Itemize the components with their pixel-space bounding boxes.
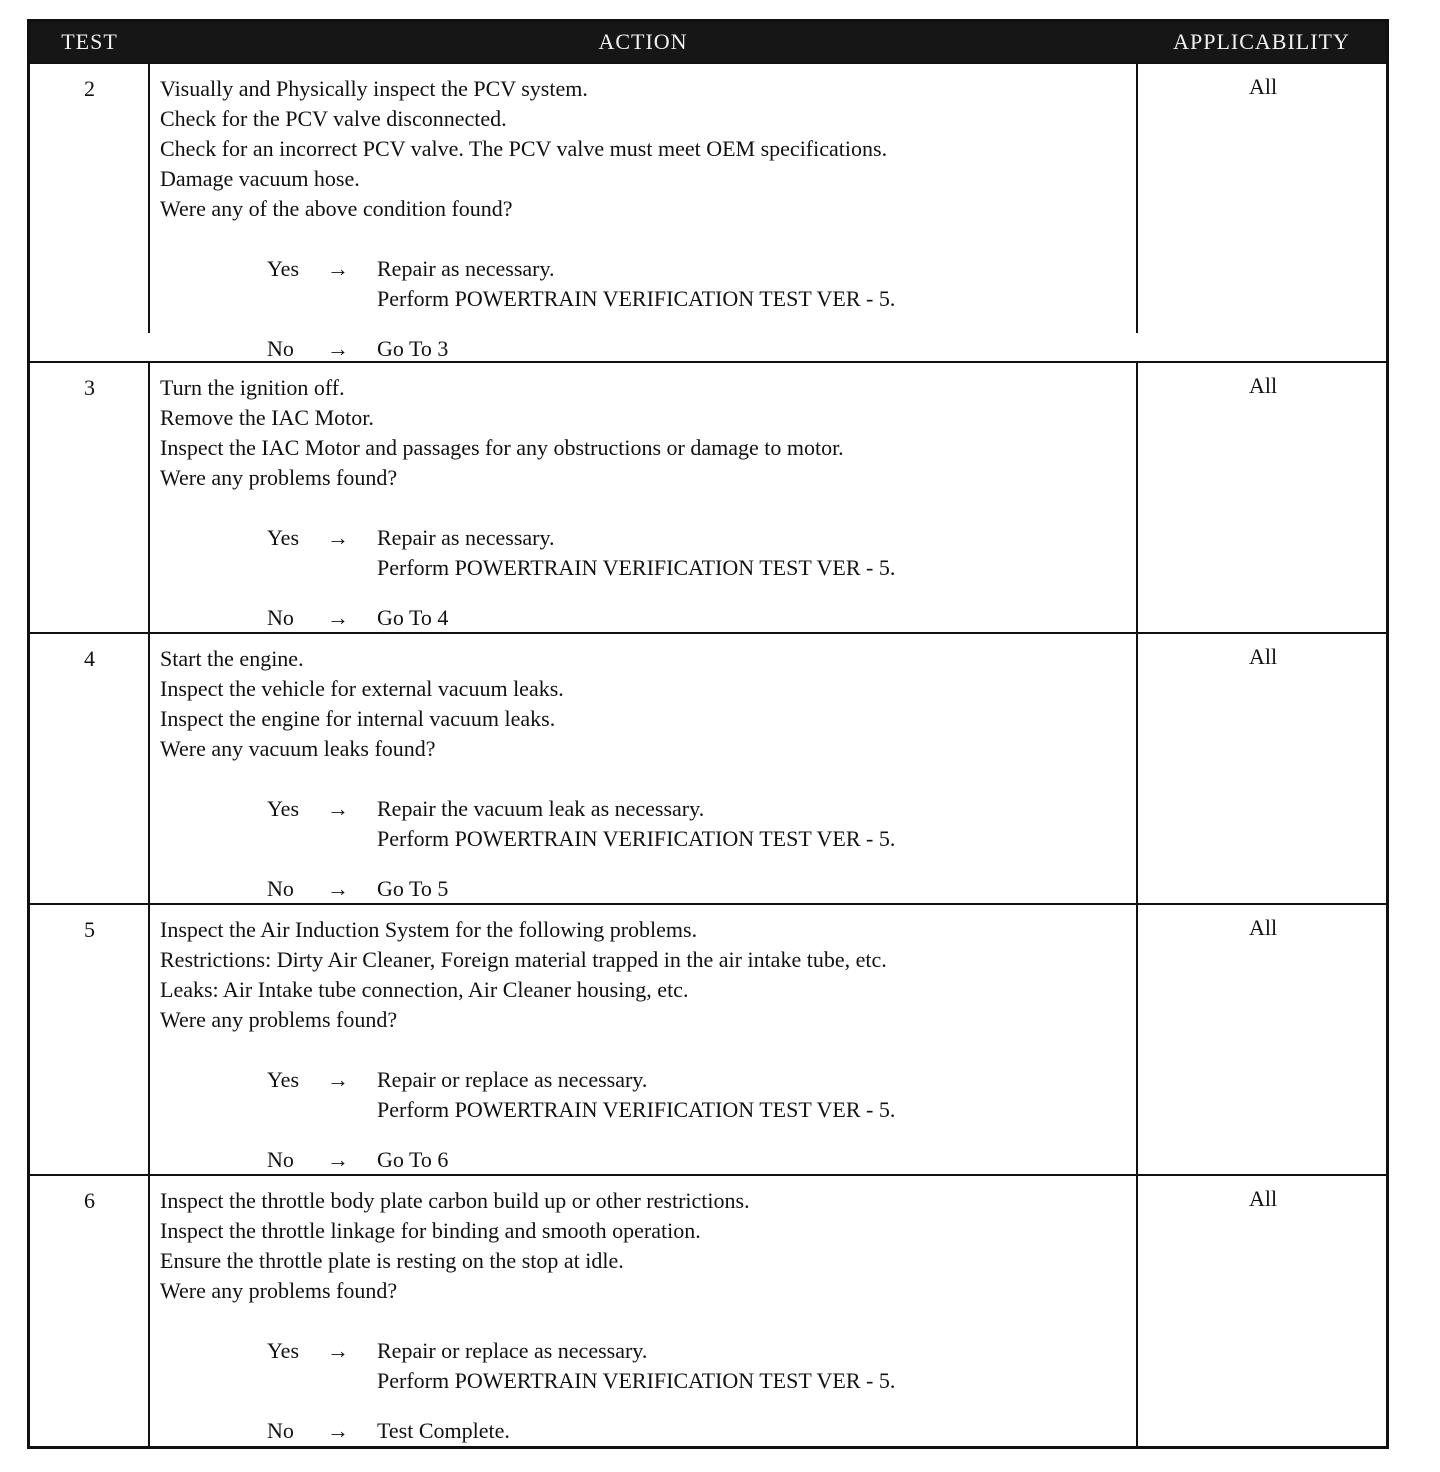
action-line: Inspect the throttle body plate carbon build up or other restrictions. xyxy=(160,1188,750,1213)
test-number: 6 xyxy=(84,1188,95,1213)
table-row xyxy=(30,62,1386,361)
yes-branch xyxy=(267,794,895,854)
arrow-icon: → xyxy=(327,605,349,630)
column-divider xyxy=(148,1176,150,1446)
action-line: Visually and Physically inspect the PCV system. xyxy=(160,76,588,101)
action-text xyxy=(160,373,1130,493)
column-divider xyxy=(148,64,150,333)
action-line: Were any problems found? xyxy=(160,1007,398,1032)
arrow-icon: → xyxy=(327,336,349,361)
diagnostic-table xyxy=(27,19,1389,1449)
column-divider xyxy=(148,905,150,1174)
column-divider xyxy=(1136,64,1138,333)
header-applicability: APPLICABILITY xyxy=(1173,29,1350,54)
no-label: No xyxy=(267,605,294,630)
test-number: 2 xyxy=(84,76,95,101)
table-row xyxy=(30,632,1386,903)
action-line: Turn the ignition off. xyxy=(160,375,345,400)
no-label: No xyxy=(267,1147,294,1172)
yes-label: Yes xyxy=(267,1067,300,1092)
no-branch xyxy=(267,1145,448,1175)
yes-branch xyxy=(267,1065,895,1125)
arrow-icon: → xyxy=(327,876,349,901)
yes-label: Yes xyxy=(267,256,300,281)
arrow-icon: → xyxy=(327,1338,349,1363)
action-line: Remove the IAC Motor. xyxy=(160,405,374,430)
action-text xyxy=(160,915,1130,1035)
yes-label: Yes xyxy=(267,796,300,821)
action-line: Leaks: Air Intake tube connection, Air Cleaner housing, etc. xyxy=(160,977,689,1002)
column-divider xyxy=(1136,905,1138,1174)
yes-result: Repair or replace as necessary. xyxy=(377,1067,648,1092)
no-result: Go To 3 xyxy=(377,336,449,361)
table-header xyxy=(30,22,1386,62)
action-line: Were any of the above condition found? xyxy=(160,196,513,221)
action-text xyxy=(160,74,1130,224)
action-line: Ensure the throttle plate is resting on the stop at idle. xyxy=(160,1248,624,1273)
yes-result: Perform POWERTRAIN VERIFICATION TEST VER - 5. xyxy=(377,1097,896,1122)
yes-branch xyxy=(267,1336,895,1396)
header-test: TEST xyxy=(61,29,118,54)
no-label: No xyxy=(267,336,294,361)
action-line: Restrictions: Dirty Air Cleaner, Foreign material trapped in the air intake tube, etc. xyxy=(160,947,887,972)
action-text xyxy=(160,644,1130,764)
action-line: Start the engine. xyxy=(160,646,304,671)
no-branch xyxy=(267,874,448,904)
yes-result: Perform POWERTRAIN VERIFICATION TEST VER - 5. xyxy=(377,555,896,580)
table-row xyxy=(30,361,1386,632)
action-line: Were any problems found? xyxy=(160,1278,398,1303)
arrow-icon: → xyxy=(327,796,349,821)
yes-result: Repair as necessary. xyxy=(377,525,555,550)
yes-result: Perform POWERTRAIN VERIFICATION TEST VER - 5. xyxy=(377,826,896,851)
no-branch xyxy=(267,334,448,364)
no-label: No xyxy=(267,876,294,901)
no-result: Test Complete. xyxy=(377,1418,510,1443)
action-line: Check for an incorrect PCV valve. The PCV valve must meet OEM specifications. xyxy=(160,136,888,161)
arrow-icon: → xyxy=(327,1067,349,1092)
yes-result: Repair as necessary. xyxy=(377,256,555,281)
action-line: Were any vacuum leaks found? xyxy=(160,736,436,761)
action-line: Inspect the throttle linkage for binding and smooth operation. xyxy=(160,1218,701,1243)
column-divider xyxy=(148,634,150,903)
no-branch xyxy=(267,603,448,633)
action-line: Inspect the Air Induction System for the following problems. xyxy=(160,917,698,942)
table-row xyxy=(30,903,1386,1174)
yes-result: Perform POWERTRAIN VERIFICATION TEST VER - 5. xyxy=(377,286,896,311)
column-divider xyxy=(148,363,150,632)
applicability-value: All xyxy=(1248,1186,1278,1211)
no-label: No xyxy=(267,1418,294,1443)
action-line: Inspect the IAC Motor and passages for any obstructions or damage to motor. xyxy=(160,435,844,460)
test-number: 5 xyxy=(84,917,95,942)
test-number: 4 xyxy=(84,646,95,671)
action-text xyxy=(160,1186,1130,1306)
yes-result: Repair the vacuum leak as necessary. xyxy=(377,796,705,821)
action-line: Were any problems found? xyxy=(160,465,398,490)
no-branch xyxy=(267,1416,510,1446)
arrow-icon: → xyxy=(327,525,349,550)
header-action: ACTION xyxy=(598,29,688,54)
column-divider xyxy=(1136,363,1138,632)
action-line: Inspect the engine for internal vacuum leaks. xyxy=(160,706,556,731)
arrow-icon: → xyxy=(327,1418,349,1443)
column-divider xyxy=(1136,634,1138,903)
arrow-icon: → xyxy=(327,1147,349,1172)
column-divider xyxy=(1136,1176,1138,1446)
yes-result: Repair or replace as necessary. xyxy=(377,1338,648,1363)
applicability-value: All xyxy=(1248,74,1278,99)
applicability-value: All xyxy=(1248,644,1278,669)
action-line: Damage vacuum hose. xyxy=(160,166,360,191)
action-line: Inspect the vehicle for external vacuum leaks. xyxy=(160,676,564,701)
yes-result: Perform POWERTRAIN VERIFICATION TEST VER - 5. xyxy=(377,1368,896,1393)
no-result: Go To 6 xyxy=(377,1147,449,1172)
arrow-icon: → xyxy=(327,256,349,281)
test-number: 3 xyxy=(84,375,95,400)
action-line: Check for the PCV valve disconnected. xyxy=(160,106,507,131)
applicability-value: All xyxy=(1248,915,1278,940)
applicability-value: All xyxy=(1248,373,1278,398)
yes-branch xyxy=(267,254,895,314)
no-result: Go To 5 xyxy=(377,876,449,901)
yes-label: Yes xyxy=(267,1338,300,1363)
yes-branch xyxy=(267,523,895,583)
no-result: Go To 4 xyxy=(377,605,449,630)
table-row xyxy=(30,1174,1386,1446)
yes-label: Yes xyxy=(267,525,300,550)
